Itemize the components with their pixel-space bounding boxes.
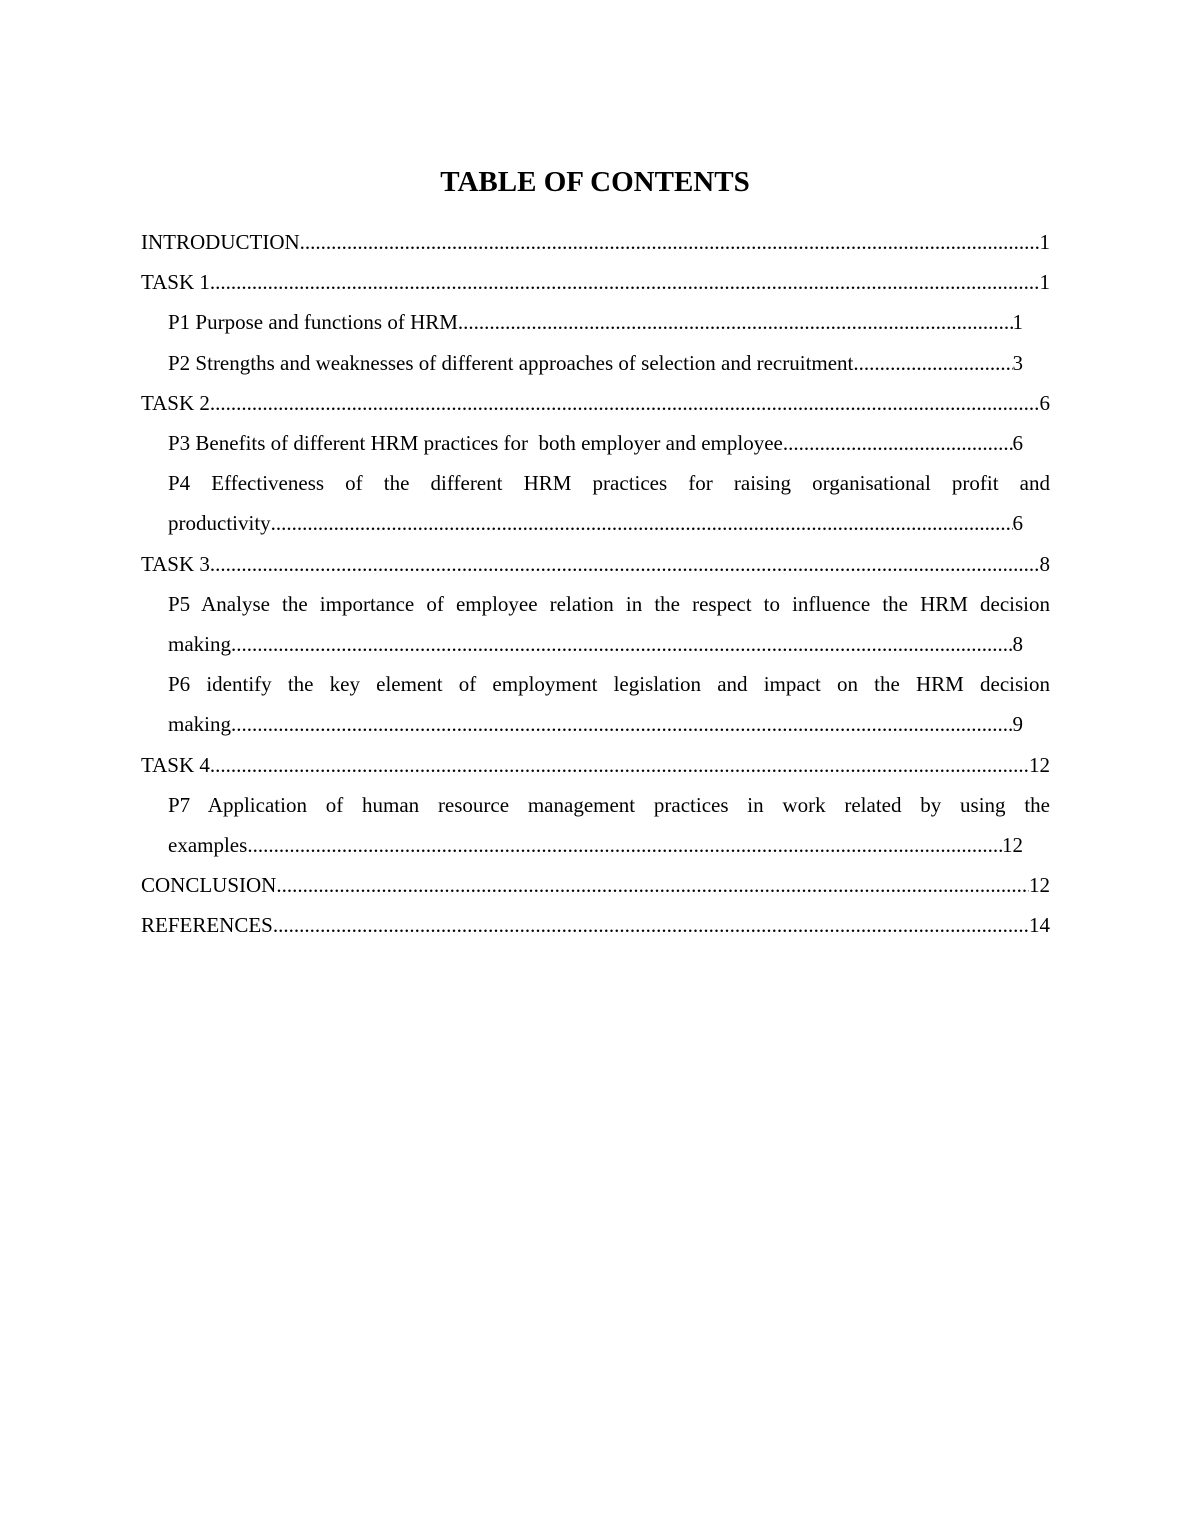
page-title: TABLE OF CONTENTS — [440, 166, 750, 198]
toc-entry-label: P2 Strengths and weaknesses of different approaches of selection and recruitment — [168, 350, 854, 375]
toc-page-number: 1 — [1039, 270, 1050, 295]
dot-leader — [783, 423, 1013, 463]
toc-entry-conclusion[interactable] — [141, 865, 1050, 905]
dot-leader — [210, 544, 1040, 584]
toc-page-number: 6 — [1012, 511, 1023, 536]
dot-leader — [210, 745, 1029, 785]
toc-page-number: 9 — [1012, 712, 1023, 737]
toc-entry-label: TASK 3 — [141, 551, 210, 576]
toc-entry-label-line1: P5 Analyse the importance of employee relation in the respect to influence the HRM decision — [168, 591, 1050, 616]
toc-page-number: 14 — [1029, 913, 1050, 938]
toc-page-number: 12 — [1029, 873, 1050, 898]
dot-leader — [231, 624, 1013, 664]
dot-leader — [271, 503, 1013, 543]
toc-page-number: 6 — [1039, 390, 1050, 415]
toc-entry-label: REFERENCES — [141, 913, 273, 938]
toc-entry-p5[interactable] — [168, 584, 1050, 664]
dot-leader — [458, 302, 1013, 342]
toc-entry-task-1[interactable] — [141, 262, 1050, 302]
toc-entry-label: P1 Purpose and functions of HRM — [168, 310, 458, 335]
dot-leader — [210, 262, 1040, 302]
toc-entry-label: INTRODUCTION — [141, 230, 300, 254]
toc-entry-task-2[interactable] — [141, 383, 1050, 423]
dot-leader — [231, 704, 1013, 744]
toc-entry-p3[interactable] — [168, 423, 1023, 463]
toc-entry-label: P3 Benefits of different HRM practices for both employer and employee — [168, 431, 783, 456]
toc-entry-label-line2: examples — [168, 833, 248, 858]
dot-leader — [210, 383, 1040, 423]
dot-leader — [247, 825, 1002, 865]
toc-entry-label-line2: making — [168, 632, 231, 657]
toc-page-number: 8 — [1012, 632, 1023, 657]
toc-entry-label-line1: P6 identify the key element of employment legislation and impact on the HRM decision — [168, 672, 1050, 697]
toc-entry-label: TASK 1 — [141, 270, 210, 295]
toc-page-number: 6 — [1012, 431, 1023, 456]
dot-leader — [853, 343, 1012, 383]
toc-entry-task-4[interactable] — [141, 745, 1050, 785]
toc-page-number: 12 — [1002, 833, 1023, 858]
toc-entry-introduction[interactable] — [141, 222, 1050, 262]
toc-page-number: 1 — [1039, 230, 1050, 254]
dot-leader — [276, 865, 1029, 905]
toc-entry-label-line2: productivity — [168, 511, 271, 536]
toc-page-number: 8 — [1039, 551, 1050, 576]
toc-entry-label-line1: P7 Application of human resource management practices in work related by using the — [168, 792, 1050, 817]
toc-entry-p7[interactable] — [168, 785, 1050, 865]
toc-page-number: 3 — [1012, 350, 1023, 375]
toc-entry-task-3[interactable] — [141, 544, 1050, 584]
toc-entry-p6[interactable] — [168, 664, 1050, 744]
toc-entry-references[interactable] — [141, 905, 1050, 945]
toc-page-number: 1 — [1012, 310, 1023, 335]
toc-page-number: 12 — [1029, 752, 1050, 777]
toc-entry-label: TASK 2 — [141, 390, 210, 415]
dot-leader — [300, 222, 1040, 262]
toc-entry-p4[interactable] — [168, 463, 1050, 543]
toc-entry-label: TASK 4 — [141, 752, 210, 777]
toc-entry-label: CONCLUSION — [141, 873, 277, 898]
dot-leader — [273, 905, 1029, 945]
toc-entry-label-line1: P4 Effectiveness of the different HRM practices for raising organisational profit and — [168, 471, 1050, 496]
table-of-contents — [0, 222, 1190, 946]
toc-entry-label-line2: making — [168, 712, 231, 737]
toc-entry-p1[interactable] — [168, 302, 1023, 342]
toc-entry-p2[interactable] — [168, 343, 1023, 383]
